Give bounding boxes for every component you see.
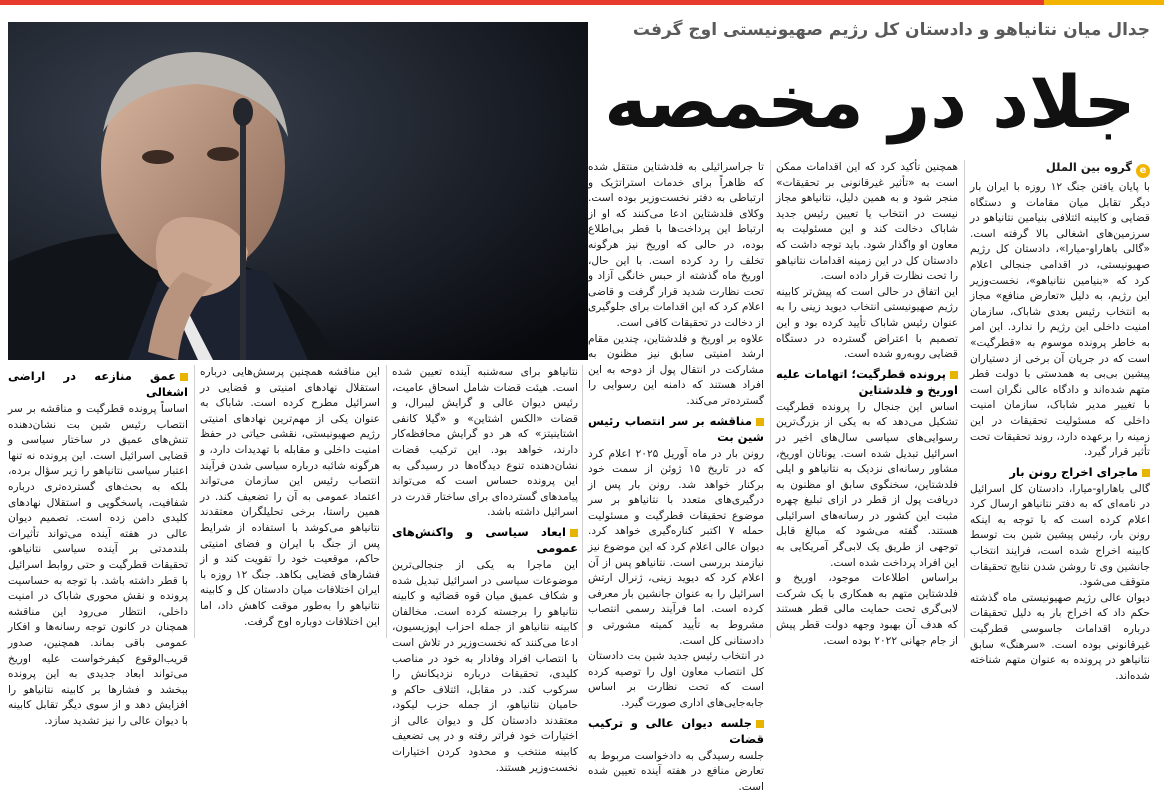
paragraph: اساس این جنجال را پرونده قطرگیت تشکیل می‌دهد که به یکی از بزرگ‌ترین رسوایی‌های سیاسی سال‌های اخیر در اسرائیل تبدیل شده است. یوناتان اوریخ، مشاور رسانه‌ای نزدیک به نتانیاهو و ایلی فلدشتاین، سخنگوی سابق او مظنون به دریافت پول از قطر در ازای تبلیغ چهره مثبت این کشور در رسانه‌های اسرائیلی هستند. گفته می‌شود که مبالغ قابل توجهی از طریق یک لابی‌گر آمریکایی به این افراد پرداخت شده است.	[776, 400, 958, 569]
paragraph: نتانیاهو برای سه‌شنبه آینده تعیین شده است. هیئت قضات شامل اسحاق عامیت، رئیس دیوان عالی و گرایش لیبرال، و قضات «الکس اشتاین» و «گیلا کانفی اشتاینیتز» که هر دو گرایش محافظه‌کار دارند، خواهد بود. این ترکیب قضات نشان‌دهنده تنوع دیدگاه‌ها در رسیدگی به این پرونده حساس است که می‌تواند پیامدهای گسترده‌ای برای ساختار قدرت در اسرائیل داشته باشد.	[392, 366, 578, 519]
subheading: جلسه دیوان عالی و ترکیب قضات	[588, 715, 764, 746]
article-column-3	[588, 160, 765, 793]
subheading: پرونده قطرگیت؛ اتهامات علیه اوریخ و فلدشتاین	[776, 366, 958, 397]
column-divider	[770, 160, 771, 638]
article-column-1	[970, 160, 1150, 682]
paragraph: علاوه بر اوریخ و فلدشتاین، چندین مقام ارشد امنیتی سابق نیز مظنون به مشارکت در انتقال پول از دوحه به این افراد هستند که دامنه این رسوایی را گسترده‌تر می‌کند.	[588, 332, 764, 407]
article-column-5	[200, 365, 380, 638]
article-photo	[8, 22, 588, 360]
byline-text: گروه بین الملل	[1045, 160, 1132, 174]
article-column-2	[776, 160, 958, 647]
paragraph: رونن بار در ماه آوریل ۲۰۲۵ اعلام کرد که در تاریخ ۱۵ ژوئن از سمت خود برکنار خواهد شد. رونن بار پس از درگیری‌های متعدد با نتانیاهو بر سر موضوع تحقیقات قطرگیت و مسئولیت حمله ۷ اکتبر کناره‌گیری خواهد کرد. دیوان عالی اعلام کرد که این موضوع نیز نیازمند بررسی است. نتانیاهو پس از آن اعلام کرد که دیوید زینی، ژنرال ارتش اسرائیل را به عنوان جانشین بار معرفی کرده است. اما فرآیند رسمی انتصاب مشروط به تأیید کمیته مشورتی و دادستانی کل است.	[588, 447, 765, 647]
byline	[970, 160, 1150, 178]
paragraph: دیوان عالی رژیم صهیونیستی ماه گذشته حکم داد که اخراج بار به دلیل تحقیقات درباره اقدامات جاسوسی قطرگیت غیرقانونی بوده است. «سرهنگ» سابق نتانیاهو در پرونده به عنوان متهم شناخته شده‌اند.	[970, 591, 1150, 682]
article-column-6	[8, 365, 188, 727]
newspaper-logo-icon: e	[1136, 164, 1150, 178]
article-kicker: جدال میان نتانیاهو و دادستان کل رژیم صهیونیستی اوج گرفت	[632, 20, 1150, 40]
subheading: ابعاد سیاسی و واکنش‌های عمومی	[392, 524, 578, 555]
column-divider	[582, 365, 583, 638]
column-divider	[964, 160, 965, 638]
article-column-4	[392, 365, 578, 774]
portrait-illustration	[8, 22, 588, 360]
paragraph: این ماجرا به یکی از جنجالی‌ترین موضوعات سیاسی در اسرائیل تبدیل شده و شکاف عمیق میان قوه قضائیه و کابینه نتانیاهو را برجسته کرده است. مخالفان کابینه نتانیاهو از جمله احزاب اپوزیسیون، ادعا می‌کنند که نخست‌وزیر در تلاش است با انتصاب افراد وفادار به خود در مناصب کلیدی، تحقیقات درباره نزدیکانش را سرکوب کند. در مقابل، ائتلاف حاکم و حامیان نتانیاهو، از جمله حزب لیکود، معتقدند دادستان کل و دیوان عالی از اختیارات خود فراتر رفته و در پی تضعیف کابینه منتخب و محدود کردن اختیارات نخست‌وزیر هستند.	[392, 558, 578, 774]
subheading: عمق منازعه در اراضی اشغالی	[8, 369, 188, 399]
top-color-bar	[0, 0, 1164, 5]
paragraph: گالی باهاراو-میارا، دادستان کل اسرائیل در نامه‌ای که به دفتر نتانیاهو ارسال کرد اعلام کرده است که با توجه به اینکه رونن بار، رئیس پیشین شین بت توسط کابینه اخراج شده است، فرایند انتخاب جانشین وی تا روشن شدن نتایج تحقیقات متوقف می‌شود.	[970, 482, 1150, 589]
paragraph: با پایان یافتن جنگ ۱۲ روزه با ایران بار دیگر تقابل میان مقامات و دستگاه قضایی و کابینه ائتلافی بنیامین نتانیاهو در سرزمین‌های اشغالی بالا گرفته است. «گالی باهاراو-میارا»، دادستان کل رژیم صهیونیستی، در اقدامی جنجالی اعلام کرد که «بنیامین نتانیاهو»، نخست‌وزیر این رژیم، به دلیل «تعارض منافع» مجاز به انتخاب رئیس بعدی شاباک، سازمان امنیت داخلی این رژیم را ندارد. این امر به خاطر پرونده موسوم به «قطرگیت» است که در جریان آن برخی از دستیاران پیشین بی‌بی به همدستی با دولت قطر متهم شده‌اند و دادگاه عالی نگران است با تغییر مدیر شاباک، سازمان امنیت داخلی که مسئولیت تحقیقات در این زمینه را برعهده دارد، روند تحقیقات تحت تأثیر قرار گیرد.	[970, 181, 1150, 459]
paragraph: همچنین تأکید کرد که این اقدامات ممکن است به «تأثیر غیرقانونی بر تحقیقات» منجر شود و به همین دلیل، نتانیاهو مجاز نیست در انتخاب یا تعیین رئیس جدید شاباک دخالت کند و این مسئولیت به معاون او واگذار شود. باید توجه داشت که دادستان کل در این زمینه اقدامات نتانیاهو را تحت نظارت قرار داده است.	[776, 161, 958, 283]
paragraph: این مناقشه همچنین پرسش‌هایی درباره استقلال نهادهای امنیتی و قضایی در اسرائیل مطرح کرده است. شاباک به عنوان یکی از مهم‌ترین نهادهای امنیتی رژیم صهیونیستی، نقشی حیاتی در حفظ امنیت داخلی و مقابله با تهدیدات دارد، و هرگونه شائبه درباره سیاسی شدن فرآیند انتصاب رئیس این سازمان می‌تواند اعتماد عمومی به آن را تضعیف کند. در همین راستا، برخی تحلیلگران معتقدند نتانیاهو می‌کوشد با استفاده از شرایط پس از جنگ با ایران و فضای امنیتی حاکم، موقعیت خود را تقویت کند و از فشارهای قضایی بکاهد. جنگ ۱۲ روزه با ایران اختلافات میان دادستان کل و کابینه نتانیاهو را به‌طور موقت کاهش داد، اما این اختلافات دوباره اوج گرفت.	[200, 366, 380, 628]
top-color-bar-accent	[1044, 0, 1164, 5]
subheading: ماجرای اخراج رونن بار	[970, 464, 1150, 480]
column-divider	[386, 365, 387, 638]
paragraph: براساس اطلاعات موجود، اوریخ و فلدشتاین متهم به همکاری با یک شرکت لابی‌گری تحت حمایت مالی قطر هستند که هدف آن بهبود وجهه دولت قطر پیش از جام جهانی ۲۰۲۲ بوده است.	[776, 572, 958, 647]
paragraph: اساساً پرونده قطرگیت و مناقشه بر سر انتصاب رئیس شین بت نشان‌دهنده تنش‌های عمیق در ساختار سیاسی و قضایی اسرائیل است. این پرونده نه تنها اعتبار سیاسی نتانیاهو را زیر سؤال برده، بلکه به بحث‌های گسترده‌تری درباره شفافیت، پاسخگویی و استقلال نهادهای کلیدی دامن زده است. تصمیم دیوان عالی در هفته آینده می‌تواند تأثیرات بلندمدتی بر آینده سیاسی نتانیاهو، تحقیقات قطرگیت و حتی روابط اسرائیل با قطر داشته باشد. با توجه به حساسیت پرونده و نقش محوری شاباک در امنیت داخلی، انتظار می‌رود این مناقشه همچنان در کانون توجه رسانه‌ها و افکار عمومی باقی بماند. همچنین، صدور قریب‌الوقوع کیفرخواست علیه اوریخ می‌تواند ابعاد جدیدی به این پرونده ببخشد و فشارها بر کابینه نتانیاهو را افزایش دهد و از سوی دیگر تقابل کابینه با دیوان عالی را نیز تشدید سازد.	[8, 403, 188, 727]
paragraph: در انتخاب رئیس جدید شین بت دادستان کل انتصاب معاون اول را توصیه کرده است که تحت نظارت بر اساس جابه‌جایی‌های اداری صورت گیرد.	[588, 650, 764, 709]
article-headline: جلاد در مخمصه	[604, 60, 1136, 144]
column-divider	[194, 365, 195, 638]
paragraph: تا جراسرائیلی به فلدشتاین منتقل شده که ظاهراً برای خدمات استراتژیک و ارتباطی به دفتر نخست‌وزیر بوده است. وکلای فلدشتاین ادعا می‌کنند که او از ارتباط این پرداخت‌ها با قطر بی‌اطلاع بوده، در حالی که اوریخ نیز هرگونه تخلف را رد کرده است. با این حال، اوریخ ماه گذشته از حبس خانگی آزاد و تحت نظارت شدید قرار گرفت و قاضی اعلام کرد که این اقدامات برای جلوگیری از دخالت در تحقیقات کافی است.	[588, 161, 764, 329]
subheading: مناقشه بر سر انتصاب رئیس شین بت	[588, 413, 764, 444]
paragraph: این اتفاق در حالی است که پیش‌تر کابینه رژیم صهیونیستی انتخاب دیوید زینی را به عنوان رئیس شاباک تأیید کرده بود و این تصمیم با اعتراض گسترده در دستگاه قضایی روبه‌رو شده است.	[776, 285, 958, 361]
paragraph: جلسه رسیدگی به دادخواست مربوط به تعارض منافع در هفته آینده تعیین شده است.	[588, 749, 764, 793]
